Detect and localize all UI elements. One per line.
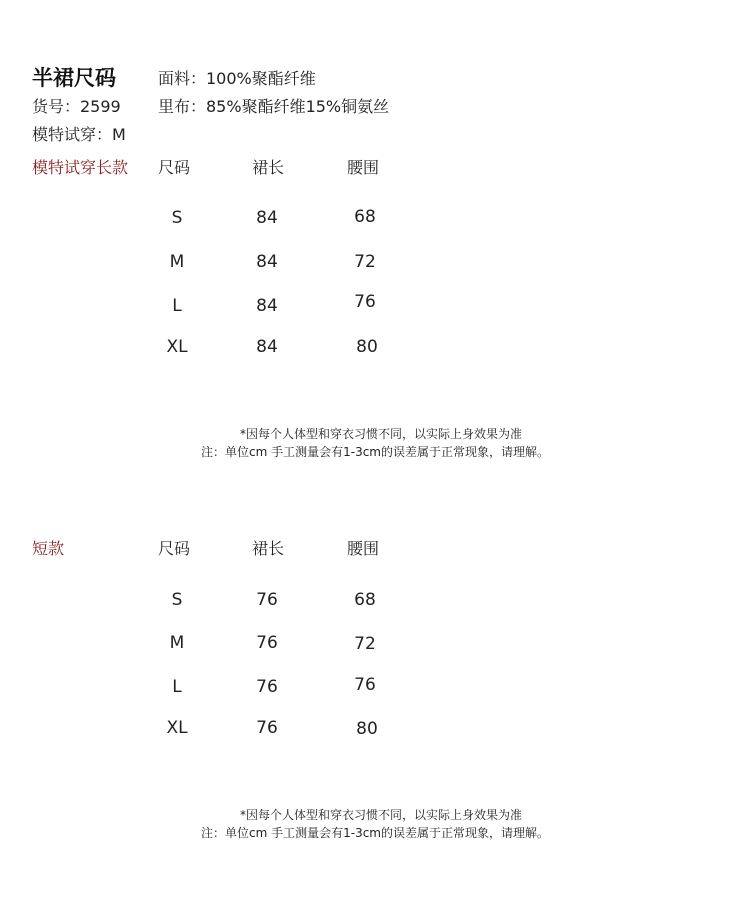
col-header-length: 裙长: [252, 158, 285, 177]
table-cell: 76: [354, 675, 376, 695]
note-measurement: 注：单位cm 手工测量会有1-3cm的误差属于正常现象，请理解。: [201, 826, 549, 840]
table-cell: S: [171, 208, 183, 228]
table-cell: 76: [256, 633, 278, 653]
section-label-long: 模特试穿长款: [32, 158, 129, 177]
table-cell: M: [169, 633, 185, 653]
note-fit: *因每个人体型和穿衣习惯不同，以实际上身效果为准: [239, 808, 522, 822]
col-header-waist: 腰围: [347, 158, 380, 177]
table-cell: 80: [356, 337, 378, 357]
col-header-length: 裙长: [252, 539, 285, 558]
table-cell: 84: [256, 296, 278, 316]
table-cell: XL: [166, 337, 188, 357]
table-cell: 76: [256, 718, 278, 738]
col-header-size: 尺码: [158, 539, 191, 558]
table-cell: 84: [256, 208, 278, 228]
table-cell: S: [171, 590, 183, 610]
lining-info: 里布：85%聚酯纤维15%铜氨丝: [158, 97, 390, 116]
fabric-info: 面料：100%聚酯纤维: [158, 69, 316, 88]
table-cell: 68: [354, 207, 376, 227]
table-cell: 76: [354, 292, 376, 312]
section-label-short: 短款: [32, 539, 65, 558]
table-cell: 68: [354, 590, 376, 610]
table-cell: 84: [256, 337, 278, 357]
model-size: 模特试穿：M: [32, 125, 126, 144]
table-cell: 76: [256, 590, 278, 610]
table-cell: L: [172, 677, 182, 697]
table-cell: 76: [256, 677, 278, 697]
note-measurement: 注：单位cm 手工测量会有1-3cm的误差属于正常现象，请理解。: [201, 445, 549, 459]
table-cell: 72: [354, 634, 376, 654]
table-cell: M: [169, 252, 185, 272]
note-fit: *因每个人体型和穿衣习惯不同，以实际上身效果为准: [239, 427, 522, 441]
item-number: 货号：2599: [32, 97, 121, 116]
table-cell: 80: [356, 719, 378, 739]
table-cell: 84: [256, 252, 278, 272]
col-header-waist: 腰围: [347, 539, 380, 558]
table-cell: XL: [166, 718, 188, 738]
col-header-size: 尺码: [158, 158, 191, 177]
table-cell: L: [172, 296, 182, 316]
table-cell: 72: [354, 252, 376, 272]
page-title: 半裙尺码: [32, 66, 116, 90]
